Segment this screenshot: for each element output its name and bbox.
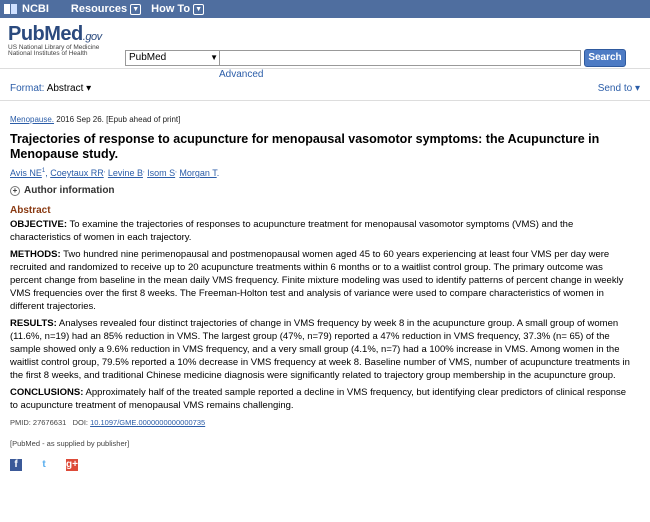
chevron-down-icon: ▼ xyxy=(210,53,218,62)
abstract-methods xyxy=(10,248,634,313)
ncbi-logo-text: NCBI xyxy=(22,3,49,15)
abstract-objective xyxy=(10,218,634,244)
citation-date: 2016 Sep 26. [Epub ahead of print] xyxy=(56,115,181,124)
author-link[interactable]: Avis NE xyxy=(10,168,42,178)
ncbi-logo-icon xyxy=(4,3,18,15)
facebook-icon[interactable]: f xyxy=(10,459,22,471)
citation xyxy=(10,113,634,127)
howto-menu[interactable] xyxy=(151,3,204,15)
chevron-down-icon: ▾ xyxy=(86,83,92,94)
ncbi-logo[interactable] xyxy=(4,3,49,15)
section-text: Analyses revealed four distinct trajectories of change in VMS frequency by week 8 in the acupuncture group. A small group of women (11.6%, n=19) had an 85% reduction in VMS. The largest group (47%, n=79) reported a 47% reduction in VMS frequency, 37.3% (n= 65) of the sample showed only a 9.6% reduction in VMS frequency, and a very small group (4.1%, n=7) had a 100% increase in VMS. Among women in the waitlist control group, 79.5% reported a 10% decrease in VMS frequency at week 8. Baseline number of VMS, number of acupuncture treatments in the first 8 weeks, and traditional Chinese medicine diagnosis were significantly related to trajectory group membership in the acupuncture group. xyxy=(10,318,630,381)
google-plus-icon[interactable]: g+ xyxy=(66,459,78,470)
chevron-down-icon: ▼ xyxy=(193,4,204,15)
pubmed-logo-suffix: .gov xyxy=(82,31,102,43)
howto-label: How To xyxy=(151,3,191,15)
nlm-line: US National Library of Medicine xyxy=(8,44,100,51)
nih-line: National Institutes of Health xyxy=(8,50,88,57)
search-input[interactable] xyxy=(219,50,581,66)
search-button[interactable]: Search xyxy=(584,49,626,67)
divider xyxy=(0,100,650,101)
resources-menu[interactable] xyxy=(71,3,141,15)
author-link[interactable]: Morgan T xyxy=(179,168,217,178)
format-label: Format: xyxy=(10,83,45,94)
author-information-label: Author information xyxy=(24,185,115,196)
author-link[interactable]: Isom S xyxy=(147,168,176,178)
author-link[interactable]: Levine B xyxy=(107,168,143,178)
journal-link[interactable]: Menopause. xyxy=(10,115,55,124)
abstract-conclusions xyxy=(10,386,634,412)
abstract-content xyxy=(10,113,634,471)
author-information-toggle[interactable] xyxy=(10,184,634,198)
author-affiliation-sup: 1 xyxy=(41,168,46,174)
send-to-label: Send to xyxy=(597,83,633,94)
resources-label: Resources xyxy=(70,3,128,15)
chevron-down-icon: ▾ xyxy=(634,83,640,94)
format-control[interactable] xyxy=(10,83,91,97)
database-select[interactable] xyxy=(125,50,221,66)
author-link[interactable]: Coeytaux RR xyxy=(50,168,104,178)
article-title: Trajectories of response to acupuncture for menopausal vasomotor symptoms: the Acupuncture in Menopause study. xyxy=(10,132,600,161)
identifiers xyxy=(10,416,634,430)
share-bar xyxy=(10,459,634,471)
section-text: To examine the trajectories of responses to acupuncture treatment for menopausal vasomotor symptoms (VMS) and the characteristics of women in each trajectory. xyxy=(10,219,574,243)
format-value[interactable]: Abstract xyxy=(46,83,84,94)
section-text: Two hundred nine perimenopausal and postmenopausal women aged 45 to 60 years experiencing at least four VMS per day were recruited and randomized to receive up to 20 acupuncture treatments within 6 months or to a waitlist control group. The primary outcome was percent change from baseline in the mean daily VMS frequency. Finite mixture modeling was used to identify patterns of percent change in weekly VMS frequencies over the first 8 weeks. The Freeman-Holton test and analysis of variance were used to compare characteristics of women in different trajectories. xyxy=(10,249,624,312)
publication-status: [PubMed - as supplied by publisher] xyxy=(10,439,130,448)
section-label: CONCLUSIONS: xyxy=(10,387,84,398)
abstract-results xyxy=(10,317,634,382)
section-label: METHODS: xyxy=(10,249,61,260)
send-to-control[interactable] xyxy=(598,83,640,97)
doi-label: DOI: xyxy=(72,418,88,427)
results-toolbar xyxy=(10,83,640,97)
pubmed-logo-text: PubMed xyxy=(8,23,83,45)
advanced-search-link[interactable]: Advanced xyxy=(219,69,264,80)
expand-plus-icon: + xyxy=(10,186,20,196)
section-text: Approximately half of the treated sample reported a decline in VMS frequency, but identifying clear predictors of clinical response to acupuncture treatment of menopausal VMS remains challenging. xyxy=(10,387,627,411)
chevron-down-icon: ▼ xyxy=(130,4,141,15)
twitter-icon[interactable]: t xyxy=(42,459,46,470)
pubmed-logo[interactable] xyxy=(8,23,102,58)
doi-link[interactable]: 10.1097/GME.0000000000000735 xyxy=(90,418,206,427)
author-list: Avis $NE^1$, Coeytaux RR, Levine B, Isom S, Morgan T. xyxy=(10,168,220,178)
pmid: PMID: 27676631 xyxy=(10,418,67,427)
section-label: OBJECTIVE: xyxy=(10,219,68,230)
pubmed-header xyxy=(0,18,650,80)
database-select-value: PubMed xyxy=(129,52,167,63)
ncbi-bar xyxy=(0,0,650,18)
abstract-heading: Abstract xyxy=(10,205,51,216)
section-label: RESULTS: xyxy=(10,318,57,329)
